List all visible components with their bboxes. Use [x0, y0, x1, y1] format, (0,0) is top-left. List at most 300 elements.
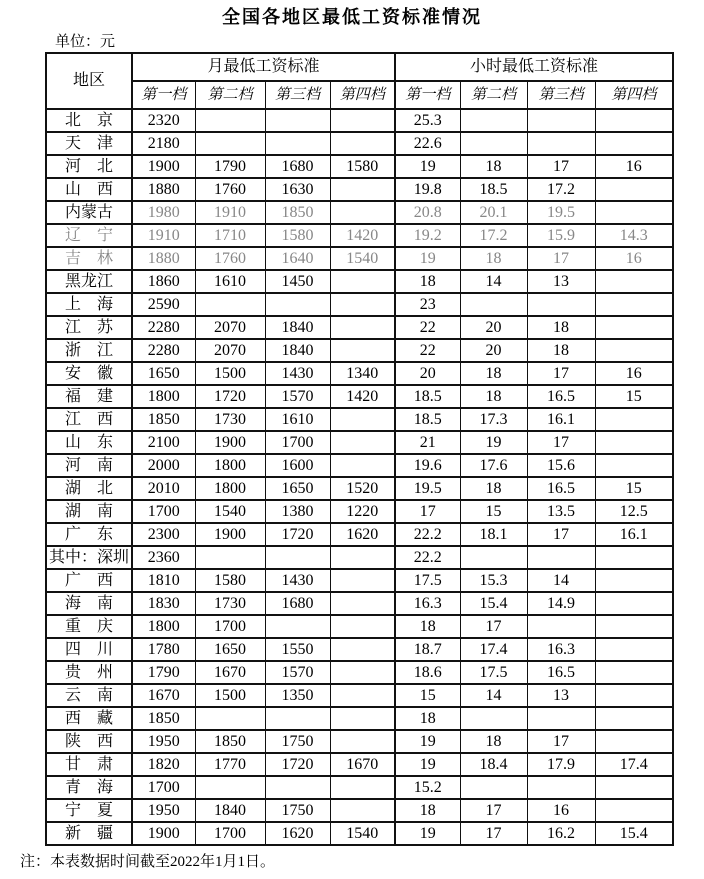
monthly-value-cell: 1700	[195, 615, 265, 638]
monthly-value-cell: 1800	[195, 477, 265, 500]
hourly-value-cell: 19	[395, 730, 460, 753]
hourly-value-cell: 20	[460, 339, 527, 362]
hourly-value-cell: 18.4	[460, 753, 527, 776]
table-row	[46, 684, 673, 707]
hourly-value-cell: 20.8	[395, 201, 460, 224]
region-cell: 青 海	[46, 776, 132, 799]
monthly-value-cell	[330, 201, 395, 224]
region-cell: 上 海	[46, 293, 132, 316]
hourly-value-cell: 19	[460, 431, 527, 454]
region-column-header: 地区	[46, 53, 132, 109]
monthly-value-cell: 1650	[132, 362, 195, 385]
table-row	[46, 661, 673, 684]
hourly-value-cell: 19.5	[395, 477, 460, 500]
monthly-value-cell: 1620	[265, 822, 330, 845]
tier-header-monthly-2: 第二档	[195, 81, 265, 109]
monthly-value-cell: 1910	[132, 224, 195, 247]
hourly-value-cell: 15	[595, 477, 673, 500]
region-cell: 新 疆	[46, 822, 132, 845]
hourly-value-cell	[595, 270, 673, 293]
region-cell: 江 苏	[46, 316, 132, 339]
monthly-value-cell: 1750	[265, 799, 330, 822]
hourly-value-cell: 19	[395, 247, 460, 270]
monthly-value-cell: 1550	[265, 638, 330, 661]
hourly-value-cell: 17	[527, 362, 595, 385]
tier-header-monthly-3: 第三档	[265, 81, 330, 109]
hourly-value-cell	[527, 615, 595, 638]
monthly-value-cell: 1850	[265, 201, 330, 224]
table-row	[46, 293, 673, 316]
monthly-value-cell: 1340	[330, 362, 395, 385]
hourly-value-cell: 18	[460, 730, 527, 753]
hourly-value-cell: 20	[460, 316, 527, 339]
hourly-value-cell: 13.5	[527, 500, 595, 523]
region-cell: 宁 夏	[46, 799, 132, 822]
hourly-value-cell	[527, 132, 595, 155]
region-cell: 吉 林	[46, 247, 132, 270]
hourly-value-cell: 16.5	[527, 661, 595, 684]
region-cell: 云 南	[46, 684, 132, 707]
hourly-value-cell: 17	[527, 431, 595, 454]
monthly-value-cell: 1770	[195, 753, 265, 776]
table-row	[46, 201, 673, 224]
monthly-value-cell: 1630	[265, 178, 330, 201]
hourly-value-cell: 19	[395, 155, 460, 178]
monthly-value-cell: 1650	[195, 638, 265, 661]
hourly-value-cell: 17	[395, 500, 460, 523]
hourly-value-cell: 18	[460, 477, 527, 500]
hourly-value-cell	[595, 431, 673, 454]
hourly-value-cell: 16.1	[527, 408, 595, 431]
table-row	[46, 500, 673, 523]
hourly-value-cell: 19	[395, 822, 460, 845]
hourly-value-cell: 17	[527, 523, 595, 546]
hourly-value-cell: 15.4	[595, 822, 673, 845]
hourly-value-cell: 14	[460, 684, 527, 707]
hourly-value-cell: 18	[460, 155, 527, 178]
monthly-value-cell: 1760	[195, 178, 265, 201]
hourly-value-cell: 18	[527, 339, 595, 362]
hourly-value-cell: 16	[595, 247, 673, 270]
hourly-value-cell: 22	[395, 316, 460, 339]
table-row	[46, 109, 673, 132]
hourly-value-cell: 16.5	[527, 477, 595, 500]
monthly-value-cell: 1580	[195, 569, 265, 592]
hourly-value-cell: 16.3	[527, 638, 595, 661]
group-header-hourly: 小时最低工资标准	[395, 53, 673, 81]
monthly-value-cell	[195, 546, 265, 569]
hourly-value-cell: 15.2	[395, 776, 460, 799]
hourly-value-cell: 19.8	[395, 178, 460, 201]
hourly-value-cell: 22	[395, 339, 460, 362]
hourly-value-cell: 14	[460, 270, 527, 293]
monthly-value-cell: 1430	[265, 569, 330, 592]
table-row	[46, 408, 673, 431]
monthly-value-cell: 1720	[265, 523, 330, 546]
monthly-value-cell: 1540	[330, 822, 395, 845]
region-cell: 天 津	[46, 132, 132, 155]
monthly-value-cell: 1570	[265, 661, 330, 684]
monthly-value-cell	[265, 615, 330, 638]
monthly-value-cell: 2010	[132, 477, 195, 500]
monthly-value-cell: 1680	[265, 155, 330, 178]
hourly-value-cell: 13	[527, 270, 595, 293]
hourly-value-cell: 12.5	[595, 500, 673, 523]
hourly-value-cell: 17.5	[460, 661, 527, 684]
monthly-value-cell: 1350	[265, 684, 330, 707]
page-title: 全国各地区最低工资标准情况	[222, 7, 482, 27]
monthly-value-cell	[265, 546, 330, 569]
hourly-value-cell	[595, 707, 673, 730]
monthly-value-cell: 1580	[265, 224, 330, 247]
monthly-value-cell	[330, 132, 395, 155]
monthly-value-cell	[265, 707, 330, 730]
monthly-value-cell	[330, 339, 395, 362]
hourly-value-cell: 18	[527, 316, 595, 339]
hourly-value-cell: 21	[395, 431, 460, 454]
hourly-value-cell	[527, 109, 595, 132]
tier-header-hourly-3: 第三档	[527, 81, 595, 109]
monthly-value-cell: 1900	[195, 431, 265, 454]
table-header	[46, 53, 673, 109]
monthly-value-cell: 1750	[265, 730, 330, 753]
monthly-value-cell	[330, 546, 395, 569]
monthly-value-cell	[330, 615, 395, 638]
monthly-value-cell: 1800	[132, 385, 195, 408]
table-row	[46, 776, 673, 799]
monthly-value-cell: 1720	[265, 753, 330, 776]
hourly-value-cell: 17	[527, 730, 595, 753]
table-row	[46, 546, 673, 569]
table-row	[46, 707, 673, 730]
hourly-value-cell: 17	[527, 247, 595, 270]
hourly-value-cell	[527, 776, 595, 799]
hourly-value-cell	[595, 569, 673, 592]
region-cell: 陕 西	[46, 730, 132, 753]
monthly-value-cell	[265, 293, 330, 316]
hourly-value-cell: 14.3	[595, 224, 673, 247]
monthly-value-cell: 1610	[195, 270, 265, 293]
hourly-value-cell: 15.6	[527, 454, 595, 477]
region-cell: 山 西	[46, 178, 132, 201]
hourly-value-cell	[460, 707, 527, 730]
monthly-value-cell: 1800	[195, 454, 265, 477]
monthly-value-cell: 1420	[330, 385, 395, 408]
monthly-value-cell: 1880	[132, 178, 195, 201]
monthly-value-cell: 1800	[132, 615, 195, 638]
monthly-value-cell: 1900	[132, 822, 195, 845]
table-body	[46, 109, 673, 845]
table-row	[46, 339, 673, 362]
hourly-value-cell	[460, 293, 527, 316]
monthly-value-cell	[265, 776, 330, 799]
region-cell: 海 南	[46, 592, 132, 615]
table-row	[46, 523, 673, 546]
monthly-value-cell	[195, 109, 265, 132]
region-cell: 北 京	[46, 109, 132, 132]
monthly-value-cell	[330, 592, 395, 615]
hourly-value-cell	[595, 799, 673, 822]
table-row	[46, 569, 673, 592]
region-cell: 广 东	[46, 523, 132, 546]
hourly-value-cell: 16	[527, 799, 595, 822]
monthly-value-cell: 2100	[132, 431, 195, 454]
hourly-value-cell	[460, 776, 527, 799]
monthly-value-cell	[330, 661, 395, 684]
hourly-value-cell: 16	[595, 362, 673, 385]
monthly-value-cell	[330, 730, 395, 753]
monthly-value-cell	[330, 684, 395, 707]
hourly-value-cell: 17	[460, 799, 527, 822]
hourly-value-cell: 18	[395, 707, 460, 730]
table-row	[46, 224, 673, 247]
table-row	[46, 753, 673, 776]
monthly-value-cell: 2280	[132, 339, 195, 362]
hourly-value-cell: 18.7	[395, 638, 460, 661]
hourly-value-cell: 16.2	[527, 822, 595, 845]
monthly-value-cell: 1670	[195, 661, 265, 684]
hourly-value-cell: 23	[395, 293, 460, 316]
monthly-value-cell	[330, 799, 395, 822]
hourly-value-cell	[595, 546, 673, 569]
monthly-value-cell	[330, 109, 395, 132]
hourly-value-cell	[595, 201, 673, 224]
region-cell: 其中：深圳	[46, 546, 132, 569]
monthly-value-cell: 2300	[132, 523, 195, 546]
minimum-wage-table	[45, 52, 674, 846]
monthly-value-cell: 1730	[195, 592, 265, 615]
table-row	[46, 270, 673, 293]
hourly-value-cell	[527, 707, 595, 730]
hourly-value-cell: 17.2	[460, 224, 527, 247]
monthly-value-cell	[330, 178, 395, 201]
hourly-value-cell: 20.1	[460, 201, 527, 224]
hourly-value-cell	[595, 730, 673, 753]
monthly-value-cell: 2280	[132, 316, 195, 339]
hourly-value-cell: 18	[460, 362, 527, 385]
region-cell: 河 北	[46, 155, 132, 178]
monthly-value-cell	[330, 408, 395, 431]
hourly-value-cell	[595, 408, 673, 431]
monthly-value-cell: 1900	[132, 155, 195, 178]
hourly-value-cell	[595, 178, 673, 201]
table-row	[46, 592, 673, 615]
hourly-value-cell: 17.2	[527, 178, 595, 201]
hourly-value-cell: 17	[460, 822, 527, 845]
table-row	[46, 799, 673, 822]
tier-header-hourly-1: 第一档	[395, 81, 460, 109]
hourly-value-cell	[595, 316, 673, 339]
hourly-value-cell	[595, 615, 673, 638]
hourly-value-cell: 17.6	[460, 454, 527, 477]
monthly-value-cell: 1910	[195, 201, 265, 224]
hourly-value-cell: 15	[460, 500, 527, 523]
hourly-value-cell: 20	[395, 362, 460, 385]
hourly-value-cell: 18.5	[395, 408, 460, 431]
monthly-value-cell: 1680	[265, 592, 330, 615]
hourly-value-cell	[595, 592, 673, 615]
monthly-value-cell: 1450	[265, 270, 330, 293]
monthly-value-cell: 2070	[195, 339, 265, 362]
region-cell: 湖 南	[46, 500, 132, 523]
hourly-value-cell: 19	[395, 753, 460, 776]
hourly-value-cell: 15	[395, 684, 460, 707]
monthly-value-cell: 1220	[330, 500, 395, 523]
monthly-value-cell: 1420	[330, 224, 395, 247]
monthly-value-cell: 2360	[132, 546, 195, 569]
monthly-value-cell: 1610	[265, 408, 330, 431]
monthly-value-cell: 1670	[330, 753, 395, 776]
hourly-value-cell	[460, 546, 527, 569]
table-row	[46, 431, 673, 454]
region-cell: 甘 肃	[46, 753, 132, 776]
hourly-value-cell: 16.1	[595, 523, 673, 546]
hourly-value-cell: 17	[527, 155, 595, 178]
monthly-value-cell: 1380	[265, 500, 330, 523]
region-cell: 安 徽	[46, 362, 132, 385]
monthly-value-cell: 1790	[195, 155, 265, 178]
monthly-value-cell: 1790	[132, 661, 195, 684]
tier-header-monthly-1: 第一档	[132, 81, 195, 109]
hourly-value-cell: 19.2	[395, 224, 460, 247]
monthly-value-cell: 1430	[265, 362, 330, 385]
monthly-value-cell	[330, 270, 395, 293]
monthly-value-cell	[330, 454, 395, 477]
hourly-value-cell	[595, 638, 673, 661]
region-cell: 广 西	[46, 569, 132, 592]
table-row	[46, 132, 673, 155]
tier-header-hourly-2: 第二档	[460, 81, 527, 109]
table-row	[46, 155, 673, 178]
hourly-value-cell	[595, 293, 673, 316]
hourly-value-cell: 15.3	[460, 569, 527, 592]
hourly-value-cell: 22.6	[395, 132, 460, 155]
hourly-value-cell: 17	[460, 615, 527, 638]
table-row	[46, 638, 673, 661]
hourly-value-cell	[460, 132, 527, 155]
monthly-value-cell: 1670	[132, 684, 195, 707]
region-cell: 四 川	[46, 638, 132, 661]
table-row	[46, 730, 673, 753]
monthly-value-cell: 1850	[132, 707, 195, 730]
monthly-value-cell: 2070	[195, 316, 265, 339]
region-cell: 山 东	[46, 431, 132, 454]
hourly-value-cell: 13	[527, 684, 595, 707]
unit-label: 单位：元	[55, 34, 116, 50]
monthly-value-cell: 1650	[265, 477, 330, 500]
monthly-value-cell	[330, 431, 395, 454]
monthly-value-cell	[195, 776, 265, 799]
tier-header-hourly-4: 第四档	[595, 81, 673, 109]
hourly-value-cell	[460, 109, 527, 132]
region-cell: 西 藏	[46, 707, 132, 730]
hourly-value-cell: 22.2	[395, 546, 460, 569]
hourly-value-cell: 16	[595, 155, 673, 178]
region-cell: 黑龙江	[46, 270, 132, 293]
monthly-value-cell: 1840	[265, 339, 330, 362]
hourly-value-cell: 18	[395, 615, 460, 638]
region-cell: 江 西	[46, 408, 132, 431]
monthly-value-cell: 1820	[132, 753, 195, 776]
region-cell: 湖 北	[46, 477, 132, 500]
region-cell: 河 南	[46, 454, 132, 477]
monthly-value-cell: 1730	[195, 408, 265, 431]
hourly-value-cell	[595, 109, 673, 132]
monthly-value-cell: 1850	[132, 408, 195, 431]
monthly-value-cell	[330, 569, 395, 592]
table-row	[46, 362, 673, 385]
hourly-value-cell: 14	[527, 569, 595, 592]
hourly-value-cell: 17.4	[460, 638, 527, 661]
monthly-value-cell: 1700	[132, 500, 195, 523]
hourly-value-cell: 18.5	[395, 385, 460, 408]
monthly-value-cell: 1700	[132, 776, 195, 799]
table-row	[46, 822, 673, 845]
hourly-value-cell	[595, 454, 673, 477]
monthly-value-cell: 1700	[195, 822, 265, 845]
table-row	[46, 247, 673, 270]
monthly-value-cell: 1880	[132, 247, 195, 270]
monthly-value-cell: 2180	[132, 132, 195, 155]
hourly-value-cell: 19.5	[527, 201, 595, 224]
monthly-value-cell	[330, 638, 395, 661]
monthly-value-cell: 1760	[195, 247, 265, 270]
hourly-value-cell: 17.3	[460, 408, 527, 431]
region-cell: 福 建	[46, 385, 132, 408]
monthly-value-cell: 1580	[330, 155, 395, 178]
monthly-value-cell: 1540	[330, 247, 395, 270]
monthly-value-cell	[330, 293, 395, 316]
monthly-value-cell: 1640	[265, 247, 330, 270]
hourly-value-cell: 18.1	[460, 523, 527, 546]
hourly-value-cell: 18.6	[395, 661, 460, 684]
monthly-value-cell	[265, 109, 330, 132]
monthly-value-cell: 1600	[265, 454, 330, 477]
hourly-value-cell: 18	[395, 270, 460, 293]
table-row	[46, 178, 673, 201]
hourly-value-cell	[527, 546, 595, 569]
monthly-value-cell: 1500	[195, 362, 265, 385]
monthly-value-cell: 1950	[132, 799, 195, 822]
table-row	[46, 477, 673, 500]
monthly-value-cell	[265, 132, 330, 155]
region-cell: 浙 江	[46, 339, 132, 362]
hourly-value-cell: 15.4	[460, 592, 527, 615]
monthly-value-cell	[195, 293, 265, 316]
hourly-value-cell	[595, 684, 673, 707]
monthly-value-cell: 1700	[265, 431, 330, 454]
region-cell: 重 庆	[46, 615, 132, 638]
monthly-value-cell	[195, 132, 265, 155]
monthly-value-cell: 2000	[132, 454, 195, 477]
hourly-value-cell: 18	[460, 247, 527, 270]
region-cell: 辽 宁	[46, 224, 132, 247]
monthly-value-cell	[330, 316, 395, 339]
hourly-value-cell	[595, 661, 673, 684]
hourly-value-cell: 18	[395, 799, 460, 822]
hourly-value-cell	[595, 339, 673, 362]
hourly-value-cell: 17.9	[527, 753, 595, 776]
hourly-value-cell: 15	[595, 385, 673, 408]
monthly-value-cell: 1830	[132, 592, 195, 615]
hourly-value-cell	[595, 776, 673, 799]
region-cell: 内蒙古	[46, 201, 132, 224]
table-row	[46, 615, 673, 638]
monthly-value-cell: 1780	[132, 638, 195, 661]
table-row	[46, 454, 673, 477]
hourly-value-cell: 18.5	[460, 178, 527, 201]
monthly-value-cell: 2590	[132, 293, 195, 316]
